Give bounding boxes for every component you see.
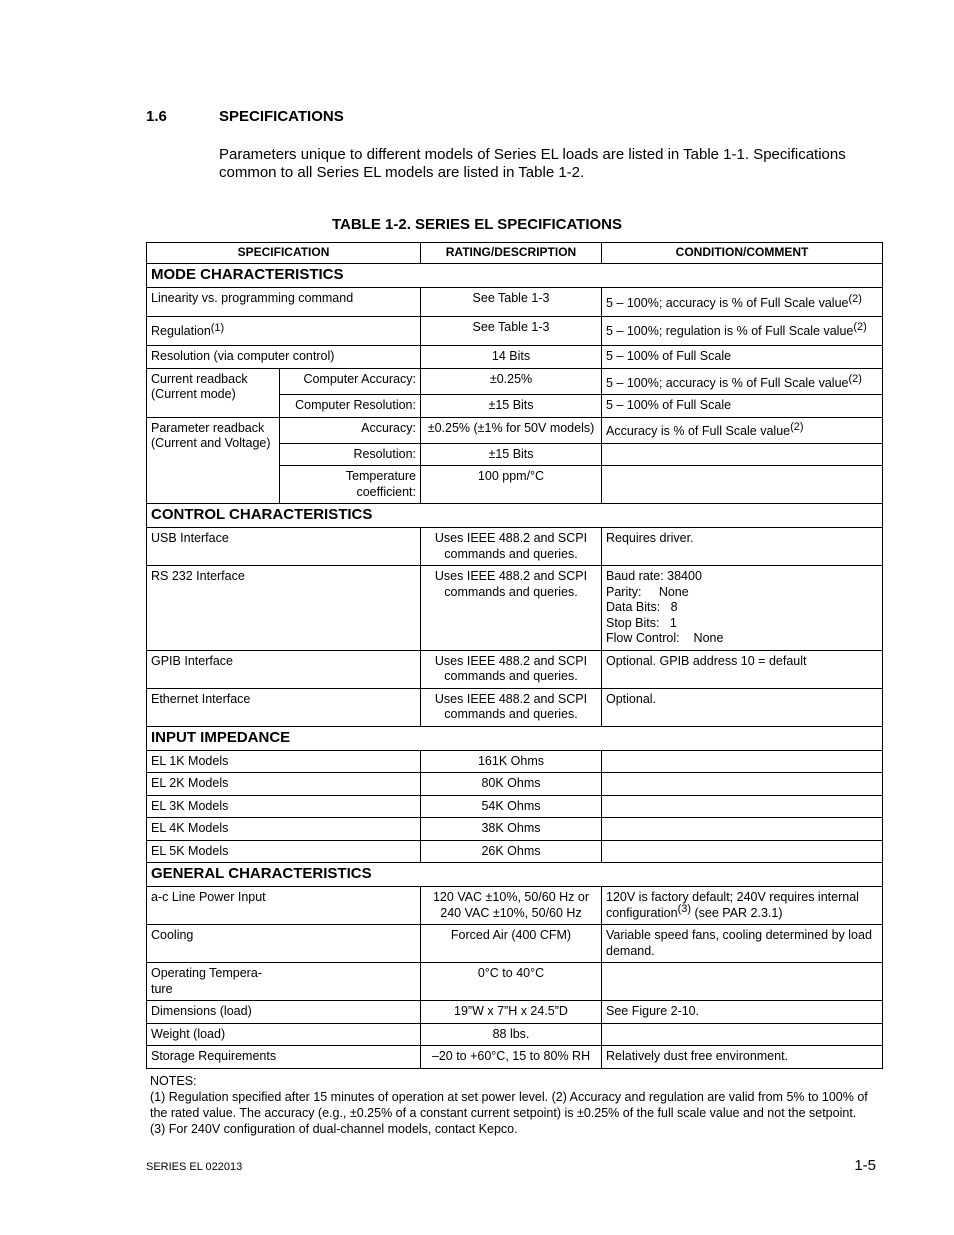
footnote-ref: (2) [790, 420, 804, 433]
rating-cell: 14 Bits [421, 346, 602, 369]
spec-cell: Regulation$^{(1)}$ [147, 317, 421, 346]
spec-cell: Current readback (Current mode) [147, 368, 280, 417]
table-row [147, 528, 883, 566]
section-title: SPECIFICATIONS [219, 108, 344, 125]
rating-cell: See Table 1-3 [421, 288, 602, 317]
comment-cell: 5 – 100%; accuracy is % of Full Scale value$^{(2)}$ [602, 288, 883, 317]
group-heading-general: GENERAL CHARACTERISTICS [147, 863, 883, 887]
table-row [147, 750, 883, 773]
rating-cell: Uses IEEE 488.2 and SCPI commands and queries. [421, 528, 602, 566]
rating-cell: 38K Ohms [421, 818, 602, 841]
rating-cell: Uses IEEE 488.2 and SCPI commands and queries. [421, 566, 602, 651]
table-row [147, 1046, 883, 1069]
table-row [147, 887, 883, 925]
rating-cell: 19”W x 7”H x 24.5”D [421, 1001, 602, 1024]
header-specification: SPECIFICATION [147, 243, 421, 264]
comment-cell: Accuracy is % of Full Scale value$^{(2)}$ [602, 417, 883, 443]
spec-cell: GPIB Interface [147, 650, 421, 688]
rating-cell: 100 ppm/°C [421, 466, 602, 504]
comment-cell [602, 818, 883, 841]
table-row [147, 925, 883, 963]
sub-spec-cell: Temperature coefficient: [280, 466, 421, 504]
comment-cell: 5 – 100% of Full Scale [602, 346, 883, 369]
table-row [147, 1001, 883, 1024]
comment-cell: 5 – 100%; accuracy is % of Full Scale value$^{(2)}$ [602, 368, 883, 395]
group-row [147, 726, 883, 750]
header-rating: RATING/DESCRIPTION [421, 243, 602, 264]
rating-cell: Uses IEEE 488.2 and SCPI commands and queries. [421, 650, 602, 688]
table-row [147, 317, 883, 346]
sub-spec-cell: Resolution: [280, 443, 421, 466]
group-row [147, 264, 883, 288]
intro-paragraph: Parameters unique to different models of Series EL loads are listed in Table 1-1. Specifications common to all Series EL models are listed in Table 1-2. [219, 146, 846, 181]
comment-cell: Variable speed fans, cooling determined by load demand. [602, 925, 883, 963]
group-heading-impedance: INPUT IMPEDANCE [147, 726, 883, 750]
table-row [147, 795, 883, 818]
specifications-table [146, 242, 883, 1069]
spec-cell: Ethernet Interface [147, 688, 421, 726]
spec-cell: Linearity vs. programming command [147, 288, 421, 317]
spec-cell: a-c Line Power Input [147, 887, 421, 925]
spec-cell: EL 3K Models [147, 795, 421, 818]
rating-cell: ±0.25% [421, 368, 602, 395]
table-row [147, 773, 883, 796]
spec-cell: Storage Requirements [147, 1046, 421, 1069]
footnote-ref: (2) [848, 293, 862, 305]
rating-cell: 120 VAC ±10%, 50/60 Hz or 240 VAC ±10%, 50/60 Hz [421, 887, 602, 925]
rating-cell: ±15 Bits [421, 395, 602, 418]
spec-cell: USB Interface [147, 528, 421, 566]
group-heading-mode: MODE CHARACTERISTICS [147, 264, 883, 288]
spec-cell: Operating Tempera- ture [147, 963, 421, 1001]
rating-cell: Forced Air (400 CFM) [421, 925, 602, 963]
table-row [147, 688, 883, 726]
comment-cell: See Figure 2-10. [602, 1001, 883, 1024]
table-row [147, 840, 883, 863]
sub-spec-cell: Computer Accuracy: [280, 368, 421, 395]
comment-cell: Requires driver. [602, 528, 883, 566]
rating-cell: ±15 Bits [421, 443, 602, 466]
comment-cell [602, 963, 883, 1001]
page-number: 1-5 [854, 1157, 876, 1174]
note-3: (3) For 240V configuration of dual-channel models, contact Kepco. [150, 1122, 518, 1136]
rating-cell: 26K Ohms [421, 840, 602, 863]
spec-cell: EL 1K Models [147, 750, 421, 773]
spec-cell: Weight (load) [147, 1023, 421, 1046]
group-row [147, 504, 883, 528]
rating-cell: See Table 1-3 [421, 317, 602, 346]
rating-cell: 0°C to 40°C [421, 963, 602, 1001]
comment-cell: 5 – 100% of Full Scale [602, 395, 883, 418]
table-row [147, 818, 883, 841]
table-row [147, 417, 883, 443]
spec-cell: RS 232 Interface [147, 566, 421, 651]
spec-cell: Resolution (via computer control) [147, 346, 421, 369]
comment-cell: 120V is factory default; 240V requires internal configuration$^{(3)}$ (see PAR 2.3.1) [602, 887, 883, 925]
rating-cell: 161K Ohms [421, 750, 602, 773]
table-row [147, 288, 883, 317]
comment-cell: 5 – 100%; regulation is % of Full Scale value$^{(2)}$ [602, 317, 883, 346]
rating-cell: ±0.25% (±1% for 50V models) [421, 417, 602, 443]
table-row [147, 346, 883, 369]
spec-cell: EL 2K Models [147, 773, 421, 796]
group-row [147, 863, 883, 887]
header-comment: CONDITION/COMMENT [602, 243, 883, 264]
rating-cell: –20 to +60°C, 15 to 80% RH [421, 1046, 602, 1069]
notes-title: NOTES: [150, 1074, 197, 1088]
footnote-ref: (1) [210, 322, 225, 334]
table-notes [150, 1073, 880, 1137]
comment-cell: Relatively dust free environment. [602, 1046, 883, 1069]
note-1-2: (1) Regulation specified after 15 minutes of operation at set power level. (2) Accuracy and regulation are valid from 5% to 100% of the rated value. The accuracy (e.g., ±0.25% of a constant current setpoint) is ±0.25% of the full scale value and not the setpoint. [150, 1090, 868, 1120]
spec-cell: Parameter readback (Current and Voltage) [147, 417, 280, 504]
rating-cell: 54K Ohms [421, 795, 602, 818]
spec-cell: EL 4K Models [147, 818, 421, 841]
comment-cell [602, 795, 883, 818]
section-number: 1.6 [146, 108, 167, 125]
footer-document-id: SERIES EL 022013 [146, 1161, 243, 1173]
comment-cell: Optional. GPIB address 10 = default [602, 650, 883, 688]
sub-spec-cell: Computer Resolution: [280, 395, 421, 418]
rating-cell: 88 lbs. [421, 1023, 602, 1046]
table-row [147, 368, 883, 395]
spec-cell: EL 5K Models [147, 840, 421, 863]
comment-cell [602, 773, 883, 796]
group-heading-control: CONTROL CHARACTERISTICS [147, 504, 883, 528]
comment-cell [602, 750, 883, 773]
footnote-ref: (3) [677, 902, 692, 915]
comment-cell [602, 1023, 883, 1046]
spec-cell: Cooling [147, 925, 421, 963]
comment-cell [602, 443, 883, 466]
comment-cell: Baud rate: 38400 Parity: None Data Bits: 8 Stop Bits: 1 Flow Control: None [602, 566, 883, 651]
comment-cell [602, 466, 883, 504]
table-row [147, 566, 883, 651]
table-row [147, 963, 883, 1001]
comment-cell: Optional. [602, 688, 883, 726]
comment-cell [602, 840, 883, 863]
table-row [147, 1023, 883, 1046]
table-header-row [147, 243, 883, 264]
spec-cell: Dimensions (load) [147, 1001, 421, 1024]
footnote-ref: (2) [848, 372, 862, 385]
table-row [147, 650, 883, 688]
rating-cell: Uses IEEE 488.2 and SCPI commands and queries. [421, 688, 602, 726]
sub-spec-cell: Accuracy: [280, 417, 421, 443]
rating-cell: 80K Ohms [421, 773, 602, 796]
footnote-ref: (2) [853, 321, 867, 333]
table-caption: TABLE 1-2. SERIES EL SPECIFICATIONS [331, 216, 623, 233]
